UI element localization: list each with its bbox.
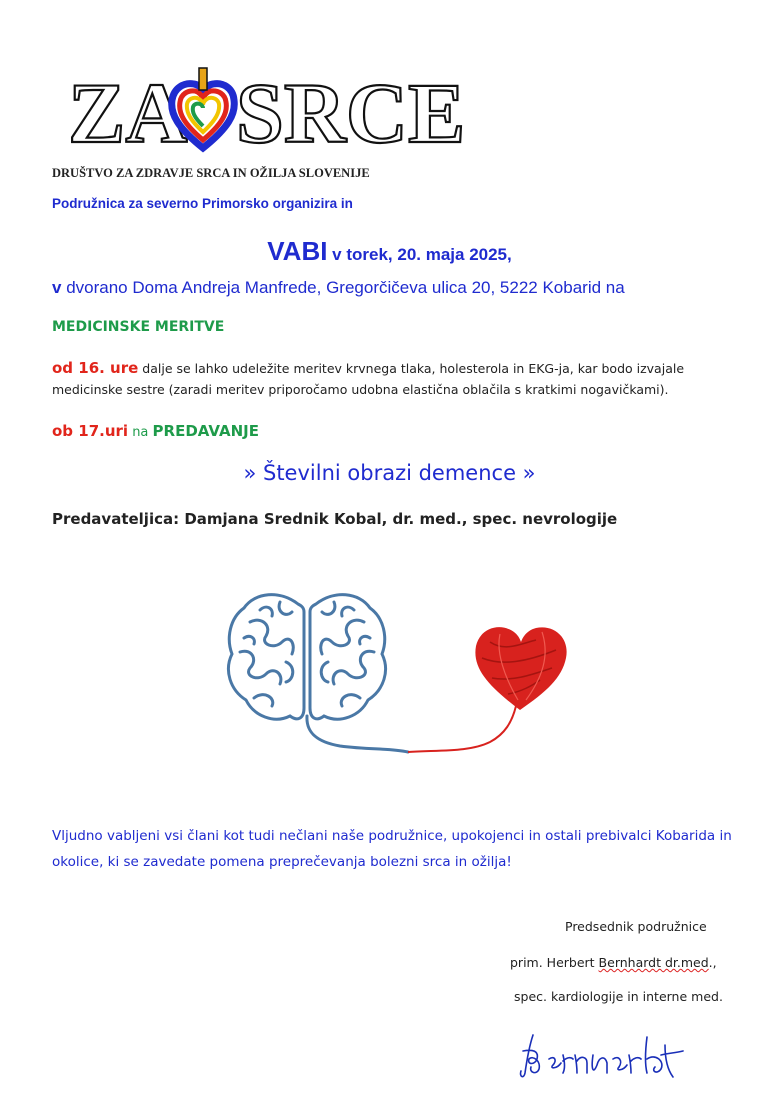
signature-graphic [515,1025,705,1085]
society-name: DRUŠTVO ZA ZDRAVJE SRCA IN OŽILJA SLOVENIJE [52,166,370,180]
measurements-time: od 16. ure [52,359,139,377]
signoff-specialty: spec. kardiologije in interne med. [514,989,723,1004]
signoff-name-suffix: ., [708,955,717,970]
invitation-paragraph: Vljudno vabljeni vsi člani kot tudi nečlani naše podružnice, upokojenci in ostali prebivalci Kobarida in okolice, ki se zavedate pomena preprečevanja bolezni srca in ožilja! [52,828,732,870]
logo-za-text: ZA [68,65,188,161]
venue-line [52,278,625,298]
signoff-role: Predsednik podružnice [565,919,707,934]
logo [68,62,466,182]
measurements-title: MEDICINSKE MERITVE [52,319,225,335]
speaker-line: Predavateljica: Damjana Srednik Kobal, dr. med., spec. nevrologije [52,510,618,528]
invite-heading [0,236,779,267]
brain-heart-illustration [220,582,580,772]
measurements-text: dalje se lahko udeležite meritev krvnega tlaka, holesterola in EKG-ja, kar bodo izvajale medicinske sestre (zaradi meritev priporočamo udobna elastična oblačila s kratkimi nogavičkami). [52,361,685,397]
logo-graphic [68,62,466,162]
brain-heart-graphic [220,582,580,772]
lecture-na: na [128,425,153,440]
measurements-paragraph [52,358,732,400]
lecture-label: PREDAVANJE [152,422,259,440]
vabi-word: VABI [267,236,328,266]
branch-line: Podružnica za severno Primorsko organizira in [52,196,353,211]
lecture-time: ob 17.uri [52,422,129,440]
heart-icon [475,627,566,710]
lecture-title: » Številni obrazi demence » [243,461,536,485]
signoff-name [510,955,717,970]
red-thread [408,706,516,752]
venue-text: dvorano Doma Andreja Manfrede, Gregorčičeva ulica 20, 5222 Kobarid na [61,278,625,297]
handwritten-signature [515,1025,705,1085]
brain-icon [228,595,408,752]
logo-srce-text: SRCE [236,65,466,161]
lecture-line [52,422,259,440]
signoff-name-prefix: prim. Herbert [510,955,599,970]
signoff-name-marked: Bernhardt dr.med [598,955,709,970]
event-date: v torek, 20. maja 2025, [327,245,512,264]
venue-prefix: v [52,278,62,297]
